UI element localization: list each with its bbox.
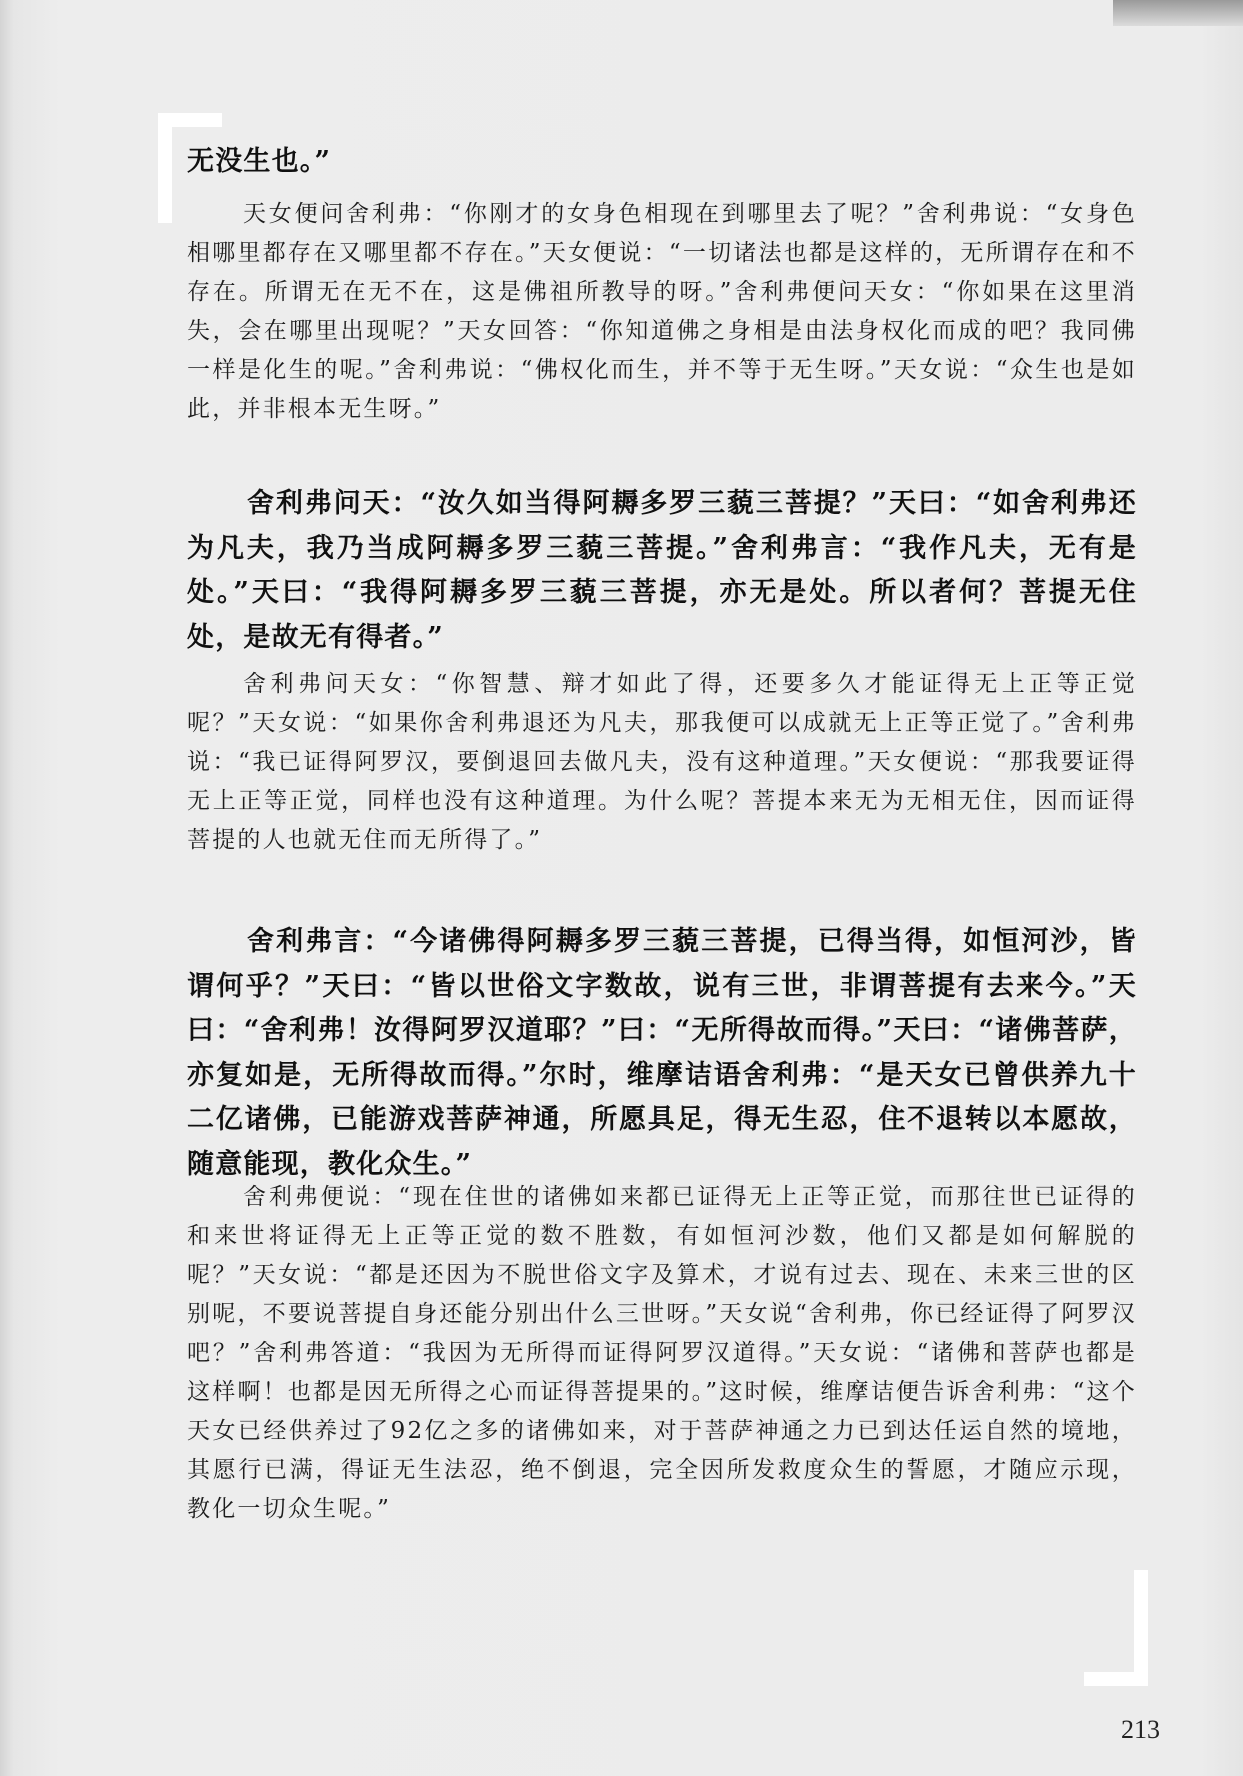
- translation-paragraph-1: 天女便问舍利弗：“你刚才的女身色相现在到哪里去了呢？”舍利弗说：“女身色相哪里都存在又哪里都不存在。”天女便说：“一切诸法也都是这样的，无所谓存在和不存在。所谓无在无不在，这是佛祖所教导的呀。”舍利弗便问天女：“你如果在这里消失，会在哪里出现呢？”天女回答：“你知道佛之身相是由法身权化而成的吧？我同佛一样是化生的呢。”舍利弗说：“佛权化而生，并不等于无生呀。”天女说：“众生也是如此，并非根本无生呀。”: [187, 201, 1137, 422]
- original-text-paragraph-2: 舍利弗问天：“汝久如当得阿耨多罗三藐三菩提？”天曰：“如舍利弗还为凡夫，我乃当成阿耨多罗三藐三菩提。”舍利弗言：“我作凡夫，无有是处。”天曰：“我得阿耨多罗三藐三菩提，亦无是处。所以者何？菩提无住处，是故无有得者。”: [187, 488, 1137, 653]
- translation-paragraph-2: 舍利弗问天女：“你智慧、辩才如此了得，还要多久才能证得无上正等正觉呢？”天女说：“如果你舍利弗退还为凡夫，那我便可以成就无上正等正觉了。”舍利弗说：“我已证得阿罗汉，要倒退回去做凡夫，没有这种道理。”天女便说：“那我要证得无上正等正觉，同样也没有这种道理。为什么呢？菩提本来无为无相无住，因而证得菩提的人也就无住而无所得了。”: [187, 671, 1137, 853]
- corner-bracket-bottom-right: [1084, 1570, 1148, 1686]
- scan-shadow: [1113, 0, 1243, 26]
- translation-paragraph-3: 舍利弗便说：“现在住世的诸佛如来都已证得无上正等正觉，而那往世已证得的和来世将证得无上正等正觉的数不胜数，有如恒河沙数，他们又都是如何解脱的呢？”天女说：“都是还因为不脱世俗文字及算术，才说有过去、现在、未来三世的区别呢，不要说菩提自身还能分别出什么三世呀。”天女说“舍利弗，你已经证得了阿罗汉吧？”舍利弗答道：“我因为无所得而证得阿罗汉道得。”天女说：“诸佛和菩萨也都是这样啊！也都是因无所得之心而证得菩提果的。”这时候，维摩诘便告诉舍利弗：“这个天女已经供养过了92亿之多的诸佛如来，对于菩萨神通之力已到达任运自然的境地，其愿行已满，得证无生法忍，绝不倒退，完全因所发救度众生的誓愿，才随应示现，教化一切众生呢。”: [187, 1184, 1137, 1522]
- page-number: 213: [1121, 1715, 1160, 1744]
- original-text-continuation: 无没生也。”: [187, 146, 332, 177]
- original-text-paragraph-3: 舍利弗言：“今诸佛得阿耨多罗三藐三菩提，已得当得，如恒河沙，皆谓何乎？”天曰：“皆以世俗文字数故，说有三世，非谓菩提有去来今。”天曰：“舍利弗！汝得阿罗汉道耶？”曰：“无所得故而得。”天曰：“诸佛菩萨，亦复如是，无所得故而得。”尔时，维摩诘语舍利弗：“是天女已曾供养九十二亿诸佛，已能游戏菩萨神通，所愿具足，得无生忍，住不退转以本愿故，随意能现，教化众生。”: [187, 926, 1137, 1180]
